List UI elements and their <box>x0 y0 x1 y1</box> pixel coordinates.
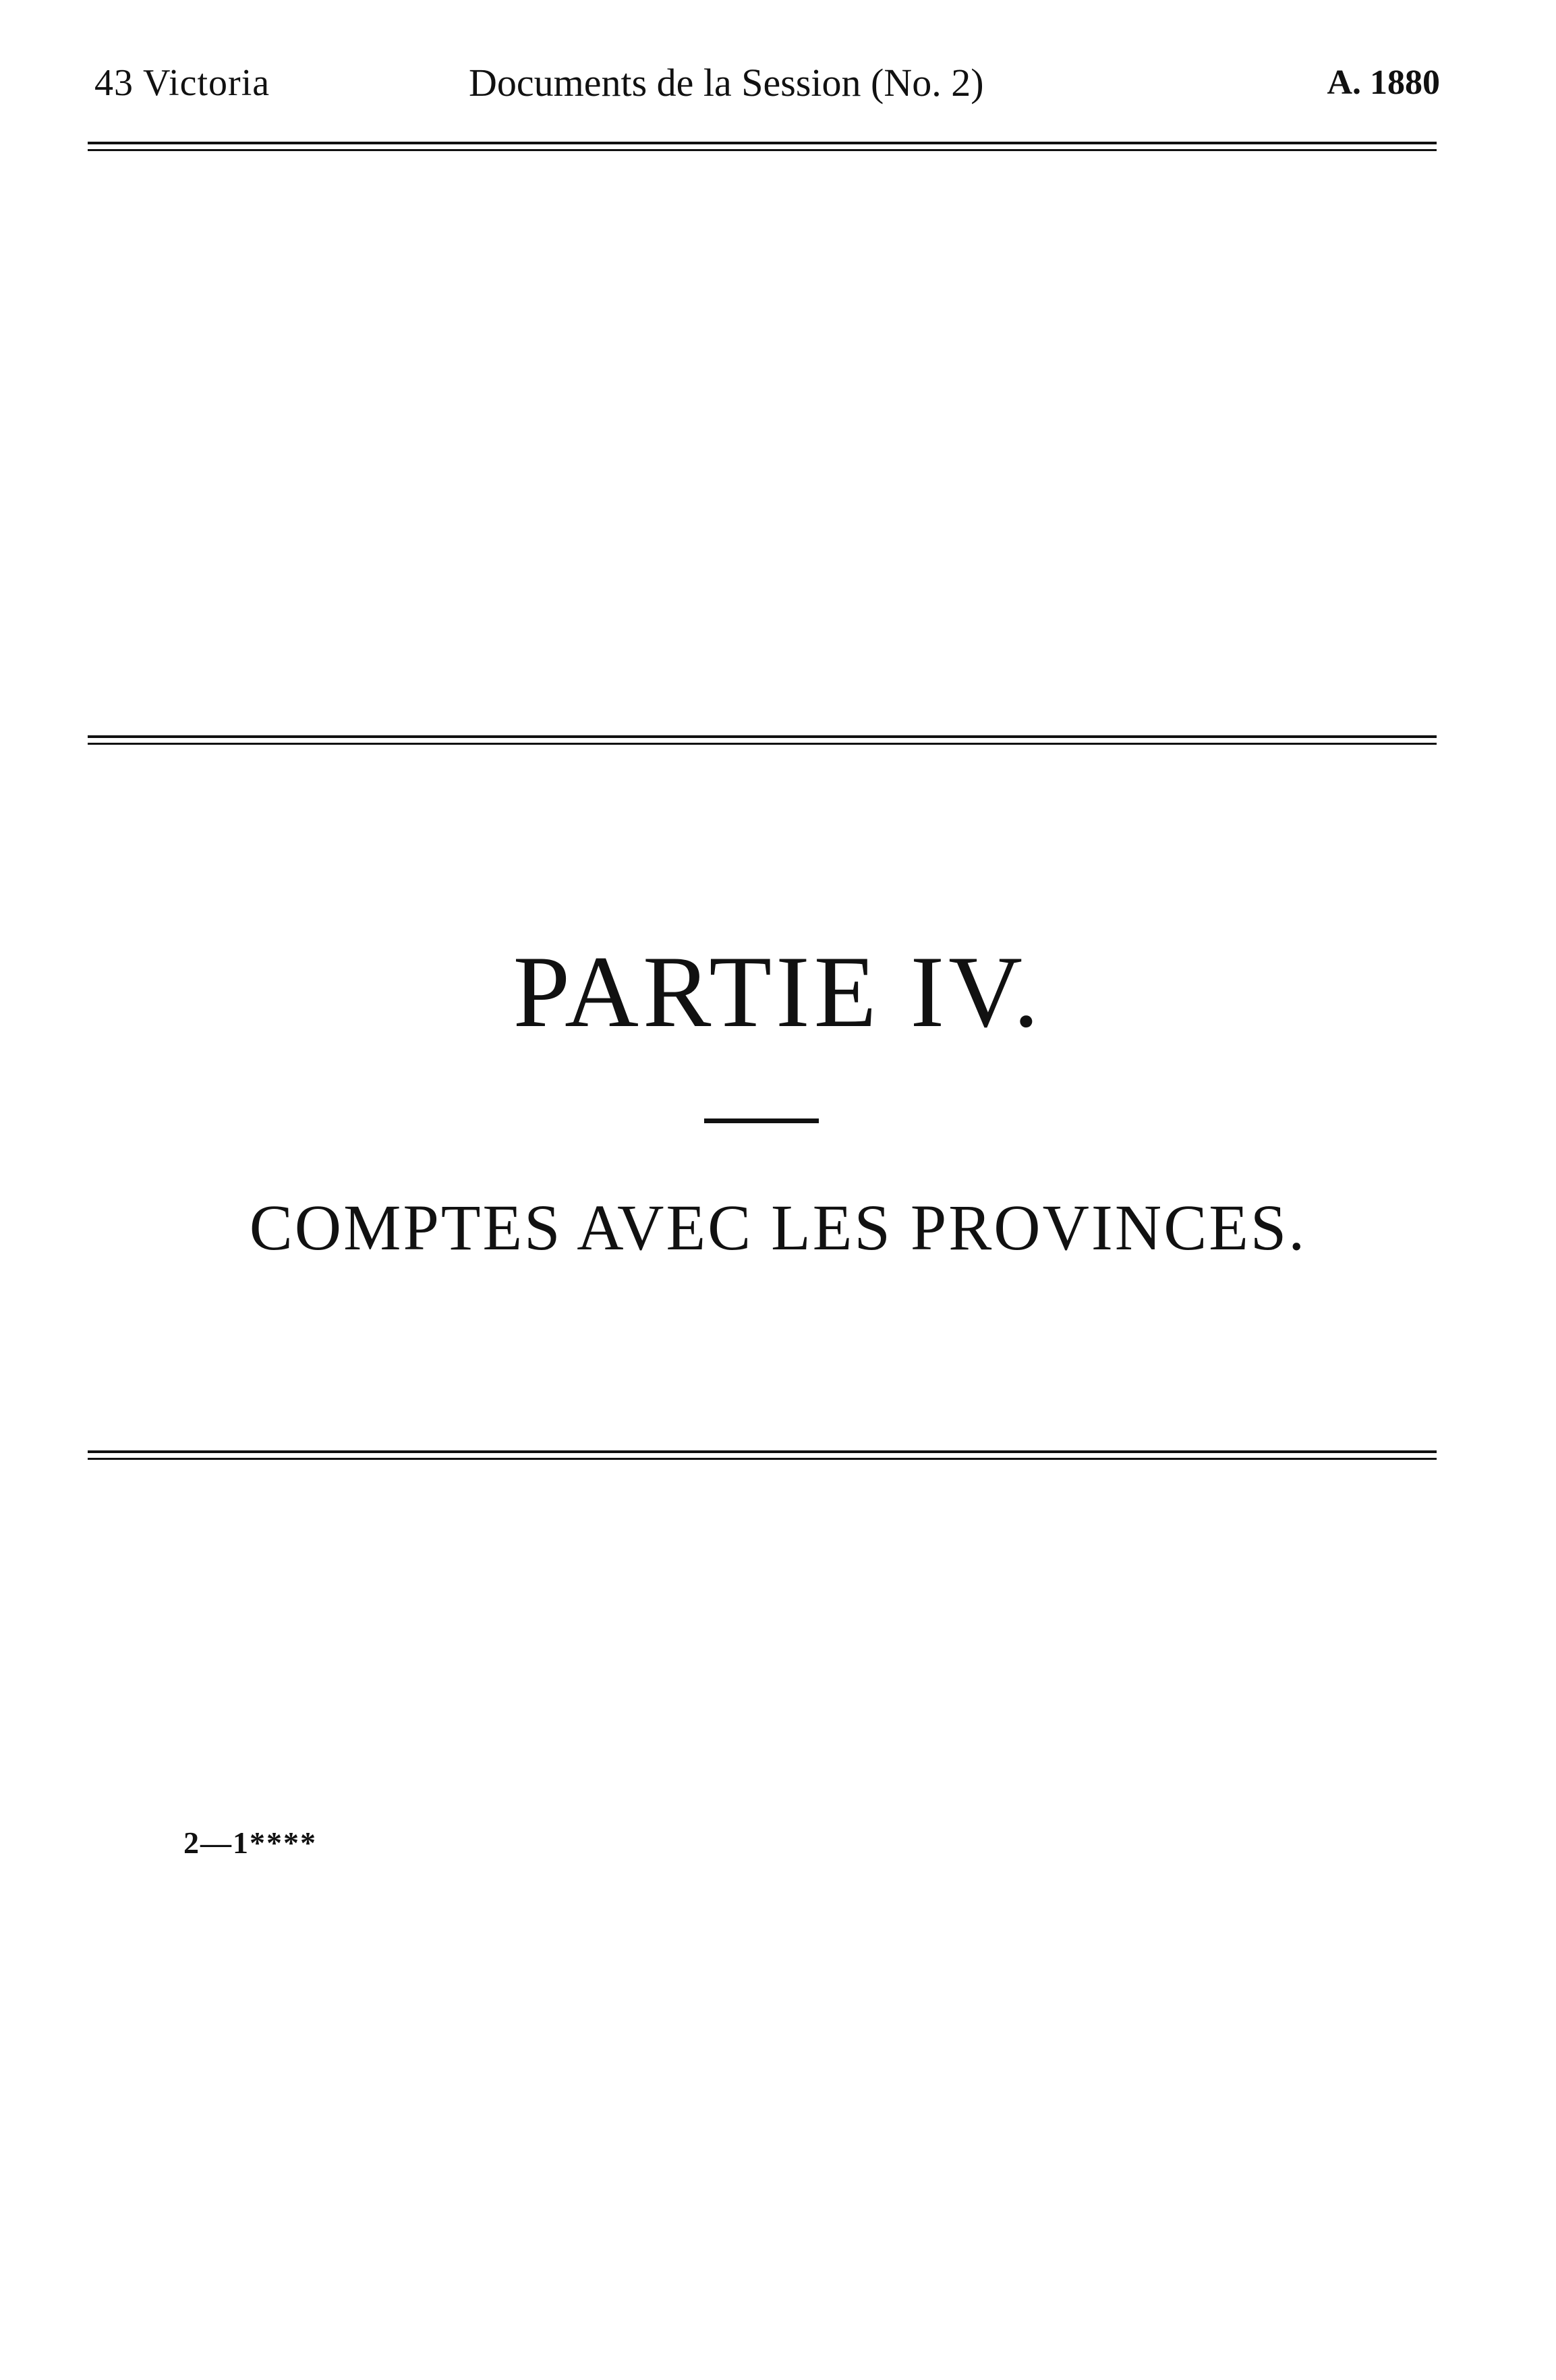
running-head-volume: 43 Victoria <box>94 62 270 104</box>
title-separator-rule <box>704 1118 819 1123</box>
running-head-title: Documents de la Session (No. 2) <box>469 61 984 105</box>
upper-double-rule <box>88 735 1437 745</box>
part-title: PARTIE IV. <box>513 935 1043 1048</box>
running-head-year: A. 1880 <box>1327 63 1440 102</box>
printer-signature-mark: 2—1**** <box>183 1825 317 1860</box>
section-title: COMPTES AVEC LES PROVINCES. <box>249 1191 1307 1264</box>
lower-double-rule <box>88 1450 1437 1460</box>
running-head <box>84 53 1440 113</box>
header-double-rule <box>88 142 1437 151</box>
